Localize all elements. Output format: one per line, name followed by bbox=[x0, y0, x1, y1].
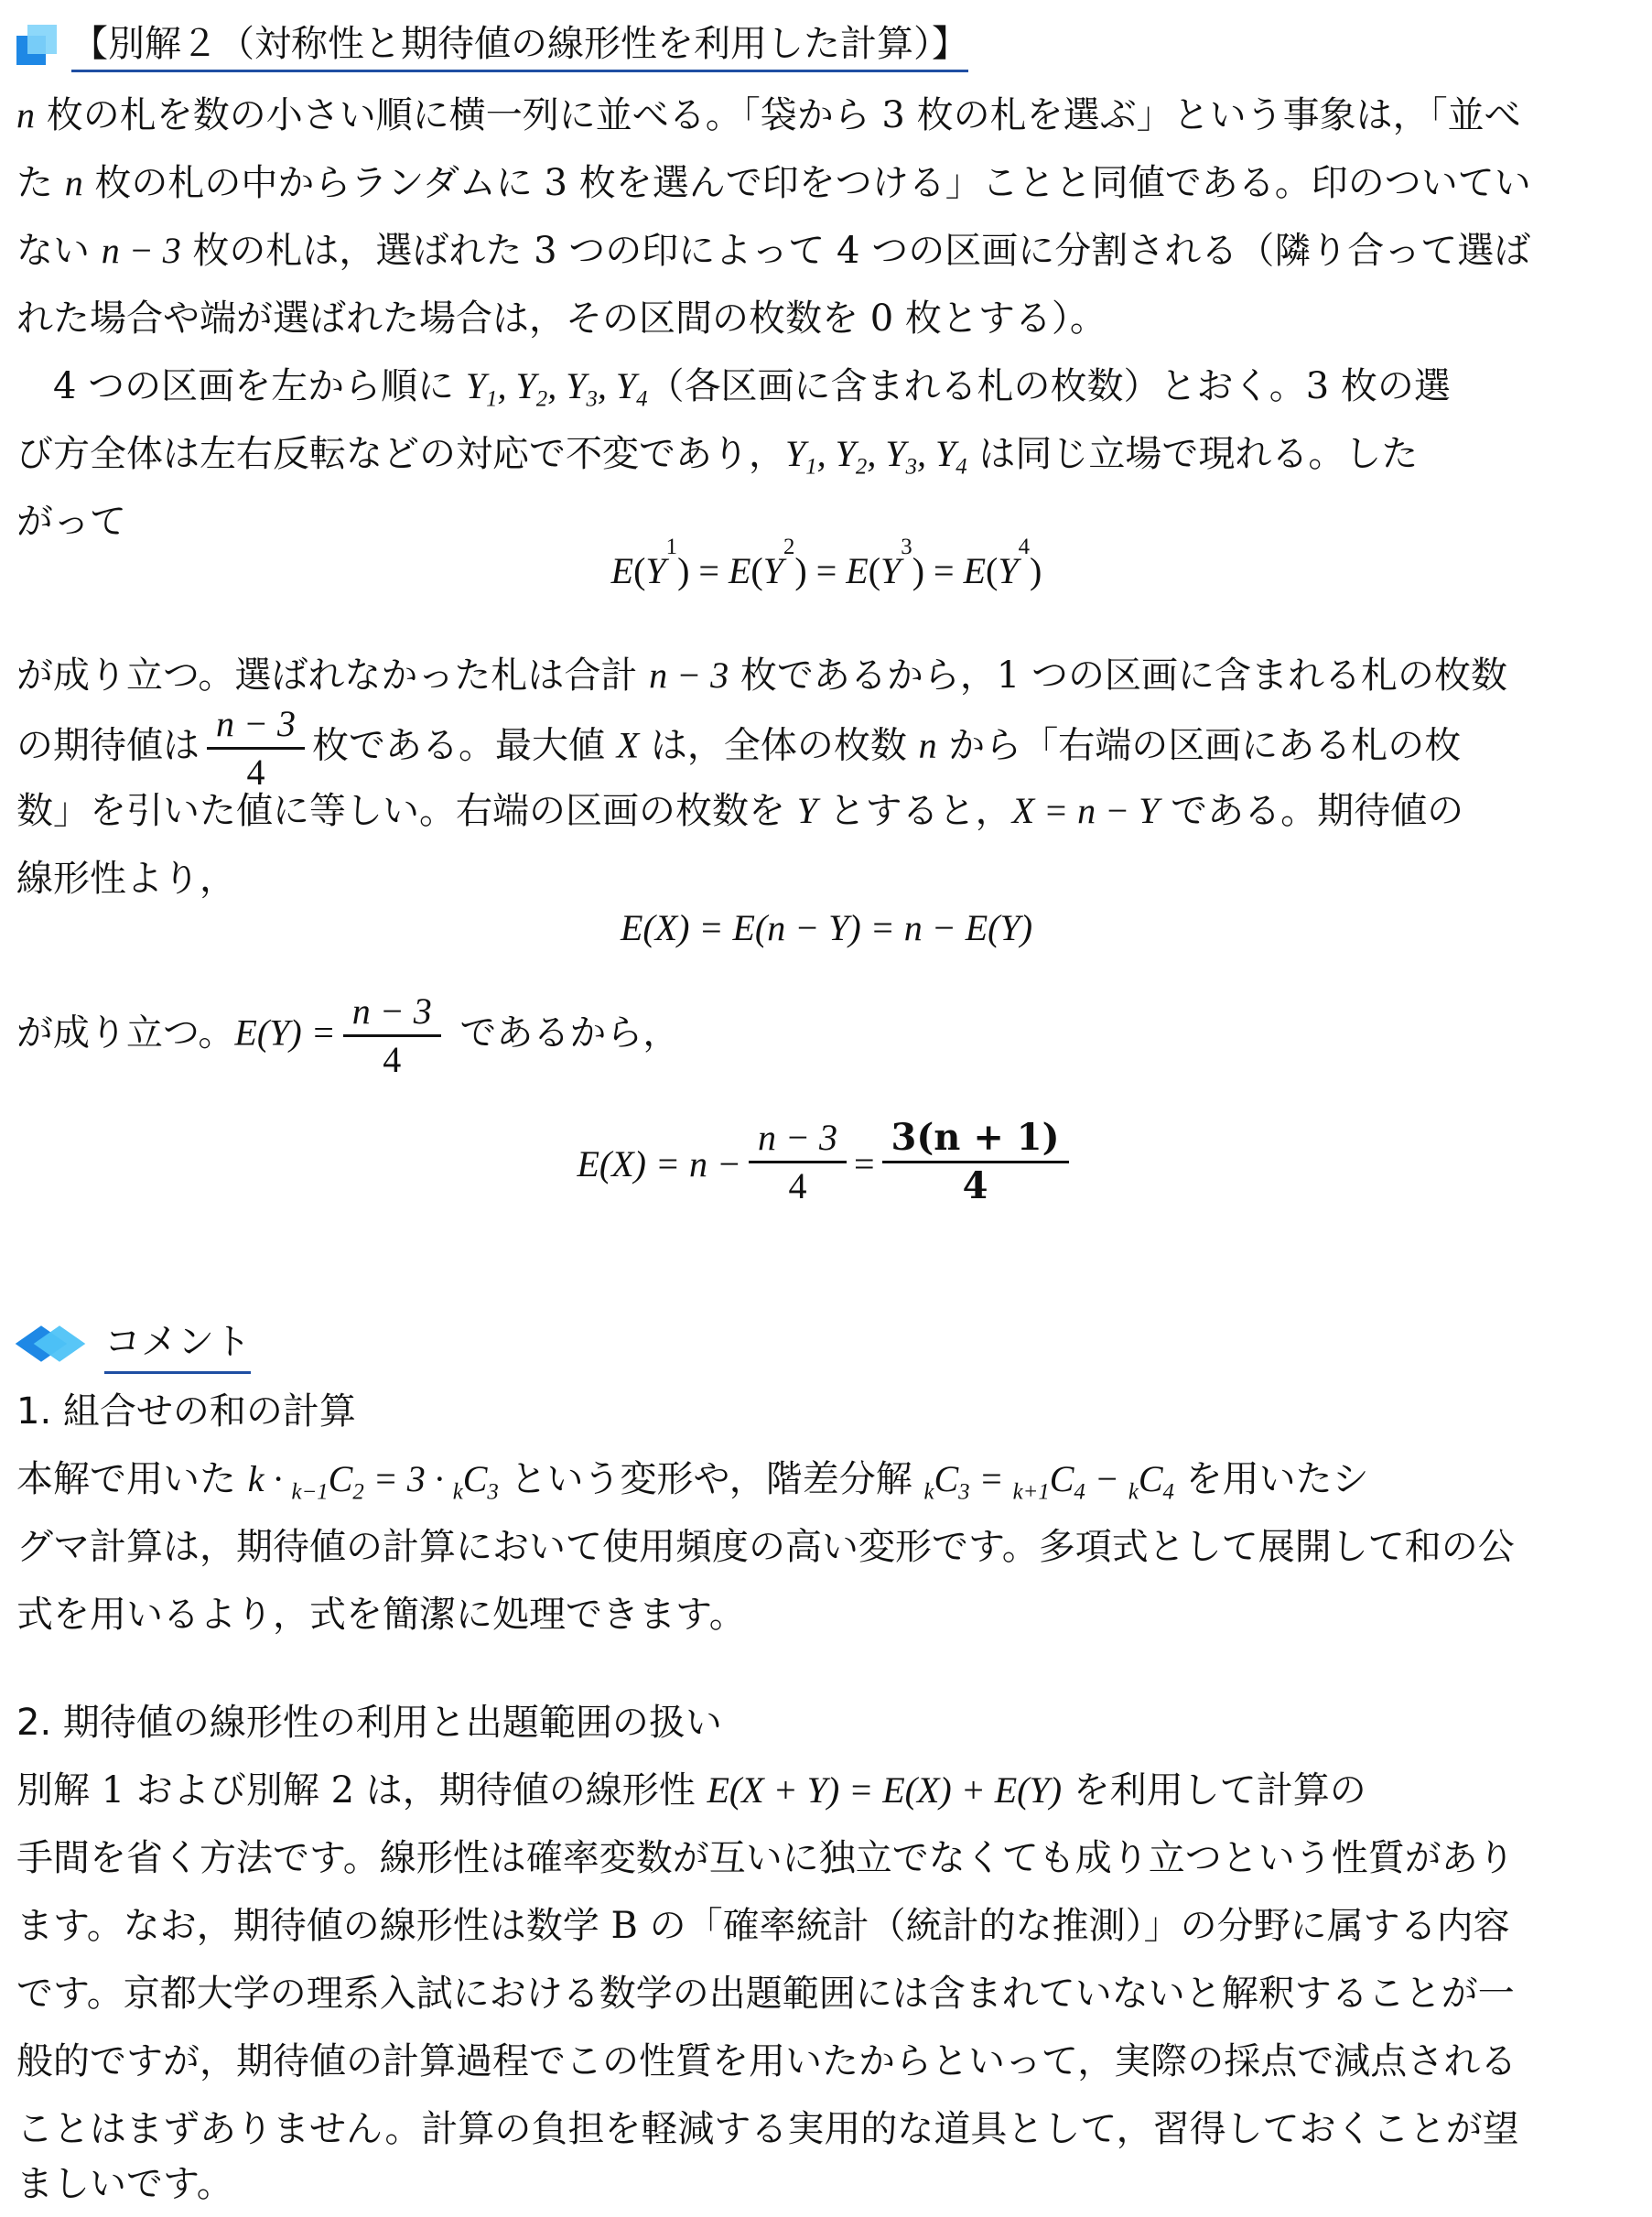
paragraph-line bbox=[16, 1970, 1636, 2017]
text: た bbox=[16, 162, 65, 204]
paragraph-line bbox=[16, 992, 1636, 1079]
text: であるから， bbox=[448, 1011, 680, 1054]
paragraph-line bbox=[16, 1455, 1636, 1503]
text: 般的ですが，期待値の計算過程でこの性質を用いたからといって，実際の採点で減点される bbox=[16, 2040, 1517, 2082]
text: は，全体の枚数 bbox=[639, 724, 919, 767]
text: 枚であるから，1 つの区画に含まれる札の枚数 bbox=[729, 654, 1508, 697]
paragraph-line bbox=[16, 430, 1636, 478]
text: れた場合や端が選ばれた場合は，その区間の枚数を 0 枚とする）。 bbox=[16, 297, 1107, 340]
text: とすると， bbox=[816, 790, 1012, 832]
text: 枚の札を数の小さい順に横一列に並べる。「袋から 3 枚の札を選ぶ」という事象は，「並べ bbox=[35, 94, 1521, 136]
math-expr: X = n − Y bbox=[1011, 790, 1160, 831]
text: である。期待値の bbox=[1159, 790, 1464, 832]
text: ます。なお，期待値の線形性は数学 B の「確率統計（統計的な推測）」の分野に属する内容 bbox=[16, 1905, 1510, 1947]
paragraph-line bbox=[16, 705, 1636, 792]
math-expr: n − 3 bbox=[101, 230, 181, 271]
equation-symmetry: E ( Y 1 ) = E ( Y 2 ) = E ( Y 3 ) = E ( Y 4 ) bbox=[610, 535, 1042, 591]
text: 枚の札の中からランダムに 3 枚を選んで印をつける」ことと同値である。印のついてい bbox=[82, 162, 1531, 204]
paragraph-line bbox=[16, 2038, 1636, 2085]
paragraph-line bbox=[16, 787, 1636, 835]
text: がって bbox=[16, 501, 126, 543]
paragraph-line bbox=[16, 498, 1636, 546]
text: が成り立つ。 bbox=[16, 1011, 235, 1054]
equation-final bbox=[16, 1116, 1636, 1210]
text: （各区画に含まれる札の枚数）とおく。3 枚の選 bbox=[647, 365, 1451, 407]
text: を利用して計算の bbox=[1062, 1769, 1366, 1811]
math-y-list: $Y_1$, $Y_2$, $Y_3$, $Y_4$ bbox=[785, 433, 967, 480]
text: 数」を引いた値に等しい。右端の区画の枚数を bbox=[16, 790, 797, 832]
math-var: n bbox=[64, 162, 83, 203]
subsection-title bbox=[16, 1699, 1636, 1747]
fraction: $\frac{n - 3}{4}$ bbox=[207, 705, 305, 792]
text: から「右端の区画にある札の枚 bbox=[936, 724, 1462, 767]
answer-fraction: $\frac{3(n + 1)}{4}$ bbox=[882, 1119, 1069, 1210]
subsection-title-text: 1. 組合せの和の計算 bbox=[16, 1390, 356, 1433]
paragraph-line bbox=[16, 2105, 1636, 2153]
text: 枚である。最大値 bbox=[312, 724, 617, 767]
comment-heading bbox=[16, 1314, 1636, 1386]
math-identity: $k \cdot _{k-1}C_2 = 3 \cdot _kC_3$ bbox=[247, 1458, 499, 1505]
fraction: $\frac{n - 3}{4}$ bbox=[343, 992, 441, 1079]
text: び方全体は左右反転などの対応で不変であり， bbox=[16, 433, 785, 475]
text: ましいです。 bbox=[16, 2163, 233, 2205]
paragraph-line bbox=[16, 855, 1636, 903]
paragraph-line bbox=[16, 92, 1636, 139]
text: は同じ立場で現れる。した bbox=[966, 433, 1419, 475]
paragraph-line bbox=[16, 2160, 1636, 2208]
paragraph-line bbox=[16, 1902, 1636, 1950]
paragraph-line bbox=[16, 652, 1636, 699]
text: 手間を省く方法です。線形性は確率変数が互いに独立でなくても成り立つという性質があり bbox=[16, 1837, 1515, 1879]
text: グマ計算は，期待値の計算において使用頻度の高い変形です。多項式として展開して和の公 bbox=[16, 1526, 1515, 1568]
math-expr: E(X + Y) = E(X) + E(Y) bbox=[707, 1769, 1063, 1811]
text: ない bbox=[16, 230, 102, 272]
text: 別解 1 および別解 2 は，期待値の線形性 bbox=[16, 1769, 707, 1811]
text: を用いたシ bbox=[1173, 1458, 1369, 1500]
text: です。京都大学の理系入試における数学の出題範囲には含まれていないと解釈することが一 bbox=[16, 1973, 1515, 2015]
math-var: n bbox=[918, 724, 937, 766]
text: という変形や，階差分解 bbox=[498, 1458, 924, 1500]
square-bullet-icon bbox=[16, 25, 60, 69]
text: 枚の札は，選ばれた 3 つの印によって 4 つの区画に分割される（隣り合って選ば bbox=[180, 230, 1531, 272]
diamond-bullet-icon bbox=[16, 1319, 90, 1370]
math-expr: E(X) = n − bbox=[577, 1143, 741, 1184]
paragraph-line bbox=[16, 362, 1636, 410]
math-expr: n − 3 bbox=[649, 654, 729, 696]
text: 本解で用いた bbox=[16, 1458, 248, 1500]
math-y-list: $Y_1$, $Y_2$, $Y_3$, $Y_4$ bbox=[465, 365, 648, 412]
paragraph-line bbox=[16, 1523, 1636, 1571]
equation-linearity bbox=[16, 904, 1636, 952]
paragraph-line bbox=[16, 1767, 1636, 1814]
comment-title: コメント bbox=[104, 1314, 251, 1374]
heading-text: 【別解２（対称性と期待値の線形性を利用した計算）】 bbox=[71, 20, 968, 72]
paragraph-line bbox=[16, 1834, 1636, 1882]
equals: = bbox=[853, 1143, 875, 1184]
fraction: $\frac{n - 3}{4}$ bbox=[749, 1119, 847, 1210]
section-heading bbox=[16, 20, 1636, 81]
equation-text: E(X) = E(n − Y) = n − E(Y) bbox=[620, 907, 1033, 948]
text: が成り立つ。選ばれなかった札は合計 bbox=[16, 654, 650, 697]
paragraph-line bbox=[16, 1591, 1636, 1638]
math-expr: E(Y) = bbox=[234, 1011, 336, 1054]
subsection-title-text: 2. 期待値の線形性の利用と出題範囲の扱い bbox=[16, 1702, 722, 1744]
paragraph-line bbox=[16, 295, 1636, 342]
math-var: Y bbox=[796, 790, 817, 831]
text: 線形性より， bbox=[16, 858, 236, 900]
math-var: n bbox=[16, 94, 35, 135]
text: の期待値は bbox=[16, 724, 200, 767]
math-identity: $_kC_3 = _{k+1}C_4 - _kC_4$ bbox=[923, 1458, 1174, 1505]
paragraph-line bbox=[16, 159, 1636, 207]
text: ことはまずありません。計算の負担を軽減する実用的な道具として，習得しておくことが望 bbox=[16, 2108, 1519, 2150]
subsection-title bbox=[16, 1388, 1636, 1435]
paragraph-line bbox=[16, 227, 1636, 275]
text: 4 つの区画を左から順に bbox=[16, 365, 466, 407]
text: 式を用いるより，式を簡潔に処理できます。 bbox=[16, 1594, 746, 1636]
math-var: X bbox=[616, 724, 640, 766]
